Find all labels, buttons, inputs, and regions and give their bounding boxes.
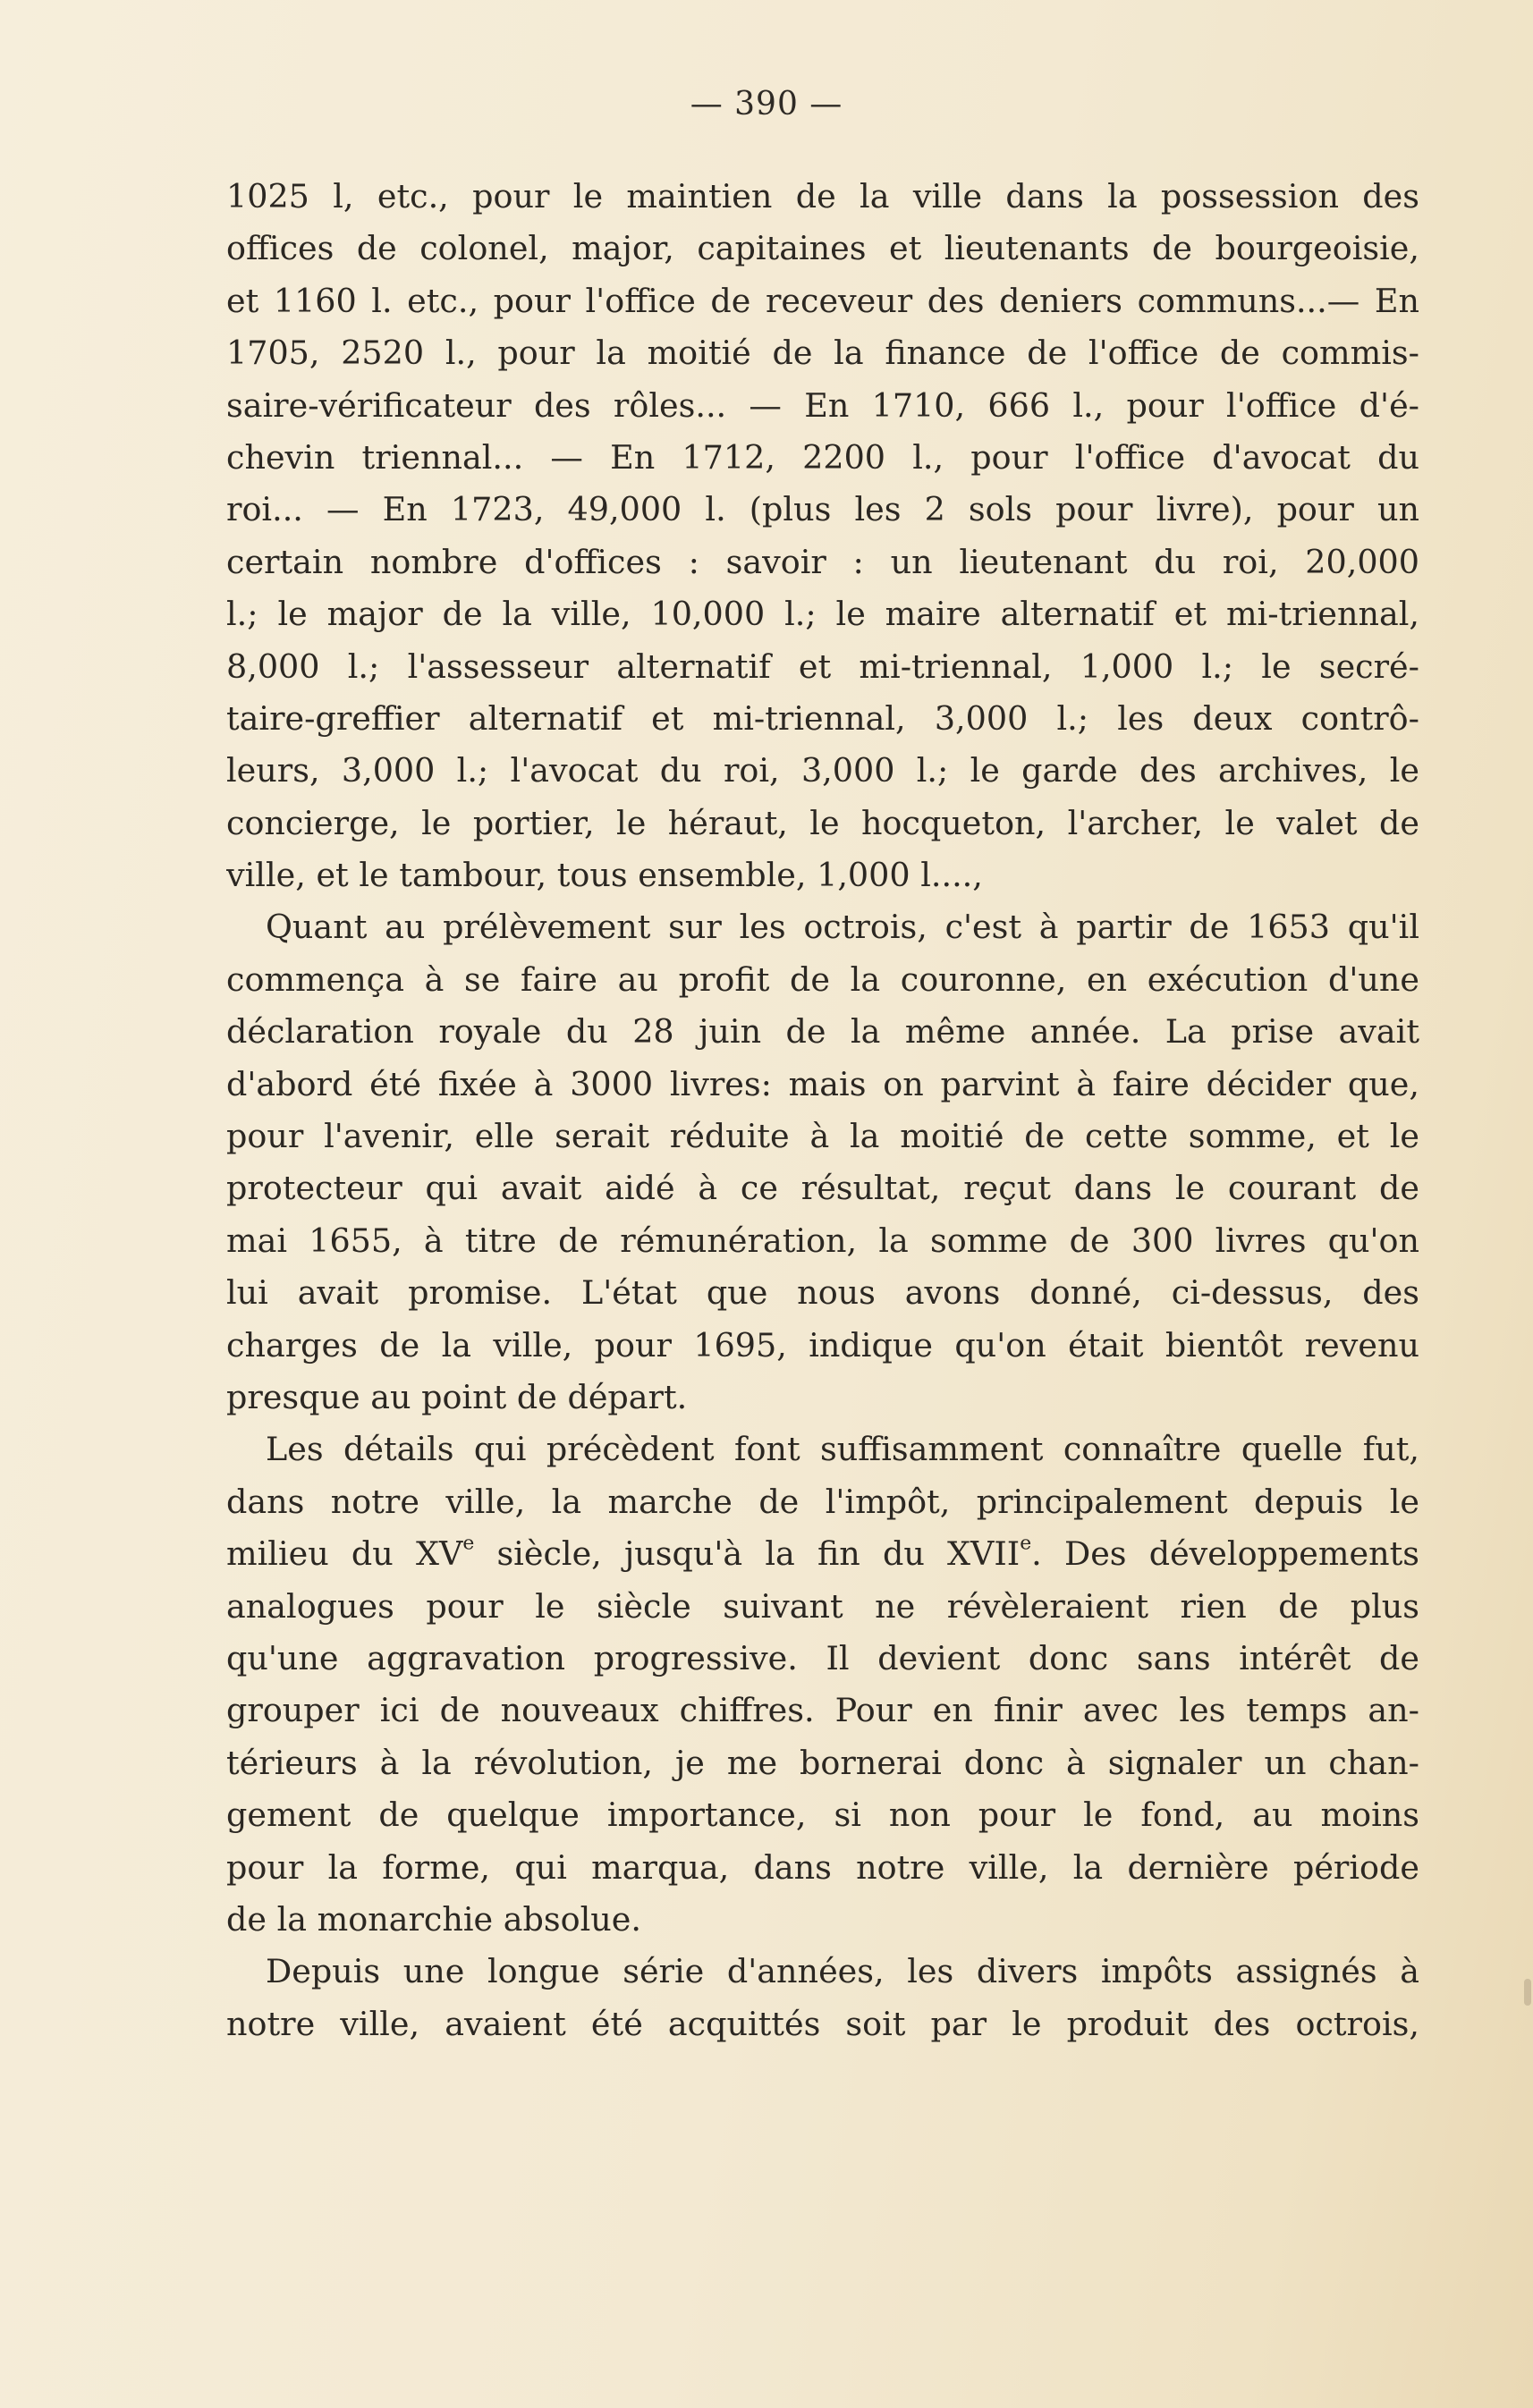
text-line: roi... — En 1723, 49,000 l. (plus les 2 sols pour livre), pour un (226, 490, 1419, 529)
text-line: pour l'avenir, elle serait réduite à la moitié de cette somme, et le (226, 1117, 1419, 1156)
text-line: chevin triennal... — En 1712, 2200 l., pour l'office d'avocat du (226, 437, 1419, 477)
page-edge-mark (1524, 1979, 1531, 2006)
text-line: certain nombre d'offices : savoir : un lieutenant du roi, 20,000 (226, 542, 1419, 581)
paragraph (226, 171, 1419, 901)
text-line: protecteur qui avait aidé à ce résultat, reçut dans le courant de (226, 1169, 1419, 1208)
text-line: déclaration royale du 28 juin de la même année. La prise avait (226, 1012, 1419, 1052)
text-line: 8,000 l.; l'assesseur alternatif et mi-triennal, 1,000 l.; le secré- (226, 646, 1419, 686)
text-line: ville, et le tambour, tous ensemble, 1,000 l...., (226, 856, 983, 895)
text-line: commença à se faire au profit de la couronne, en exécution d'une (226, 959, 1419, 999)
text-line: dans notre ville, la marche de l'impôt, principalement depuis le (226, 1482, 1419, 1521)
text-line: Quant au prélèvement sur les octrois, c'est à partir de 1653 qu'il (266, 908, 1419, 947)
text-line: pour la forme, qui marqua, dans notre ville, la dernière période (226, 1847, 1419, 1887)
page-number: — 390 — (690, 86, 843, 123)
text-line: qu'une aggravation progressive. Il devient donc sans intérêt de (226, 1638, 1419, 1677)
text-line: l.; le major de la ville, 10,000 l.; le maire alternatif et mi-triennal, (226, 595, 1419, 634)
text-line: charges de la ville, pour 1695, indique qu'on était bientôt revenu (226, 1325, 1419, 1365)
paragraph (226, 1424, 1419, 1946)
text-line: de la monarchie absolue. (226, 1899, 641, 1939)
text-line: offices de colonel, major, capitaines et lieutenants de bourgeoisie, (226, 229, 1419, 268)
paragraph (226, 1946, 1419, 2050)
body-text (226, 171, 1419, 2050)
text-line: notre ville, avaient été acquittés soit par le produit des octrois, (226, 2004, 1419, 2043)
text-line: 1025 l, etc., pour le maintien de la ville dans la possession des (226, 177, 1419, 215)
text-line: Depuis une longue série d'années, les divers impôts assignés à (266, 1952, 1419, 1991)
text-line: grouper ici de nouveaux chiffres. Pour en finir avec les temps an- (226, 1691, 1419, 1730)
text-line: presque au point de départ. (226, 1377, 688, 1416)
text-line: saire-vérificateur des rôles... — En 1710, 666 l., pour l'office d'é- (226, 385, 1419, 425)
text-line: milieu du XVe siècle, jusqu'à la fin du XVIIe. Des développements (226, 1532, 1419, 1574)
text-line: leurs, 3,000 l.; l'avocat du roi, 3,000 l.; le garde des archives, le (226, 751, 1419, 790)
text-line: concierge, le portier, le héraut, le hocqueton, l'archer, le valet de (226, 803, 1419, 842)
text-line: térieurs à la révolution, je me bornerai donc à signaler un chan- (226, 1743, 1419, 1782)
text-line: d'abord été fixée à 3000 livres: mais on parvint à faire décider que, (226, 1064, 1419, 1103)
paragraph (226, 901, 1419, 1424)
text-line: 1705, 2520 l., pour la moitié de la finance de l'office de commis- (226, 334, 1419, 373)
text-line: lui avait promise. L'état que nous avons donné, ci-dessus, des (226, 1273, 1419, 1313)
text-line: et 1160 l. etc., pour l'office de receveur des deniers communs...— En (226, 281, 1419, 320)
text-line: mai 1655, à titre de rémunération, la somme de 300 livres qu'on (226, 1221, 1419, 1260)
text-line: gement de quelque importance, si non pour le fond, au moins (226, 1795, 1419, 1835)
text-line: taire-greffier alternatif et mi-triennal, 3,000 l.; les deux contrô- (226, 698, 1419, 738)
text-line: Les détails qui précèdent font suffisamment connaître quelle fut, (266, 1430, 1419, 1469)
text-line: analogues pour le siècle suivant ne révèleraient rien de plus (226, 1586, 1419, 1626)
